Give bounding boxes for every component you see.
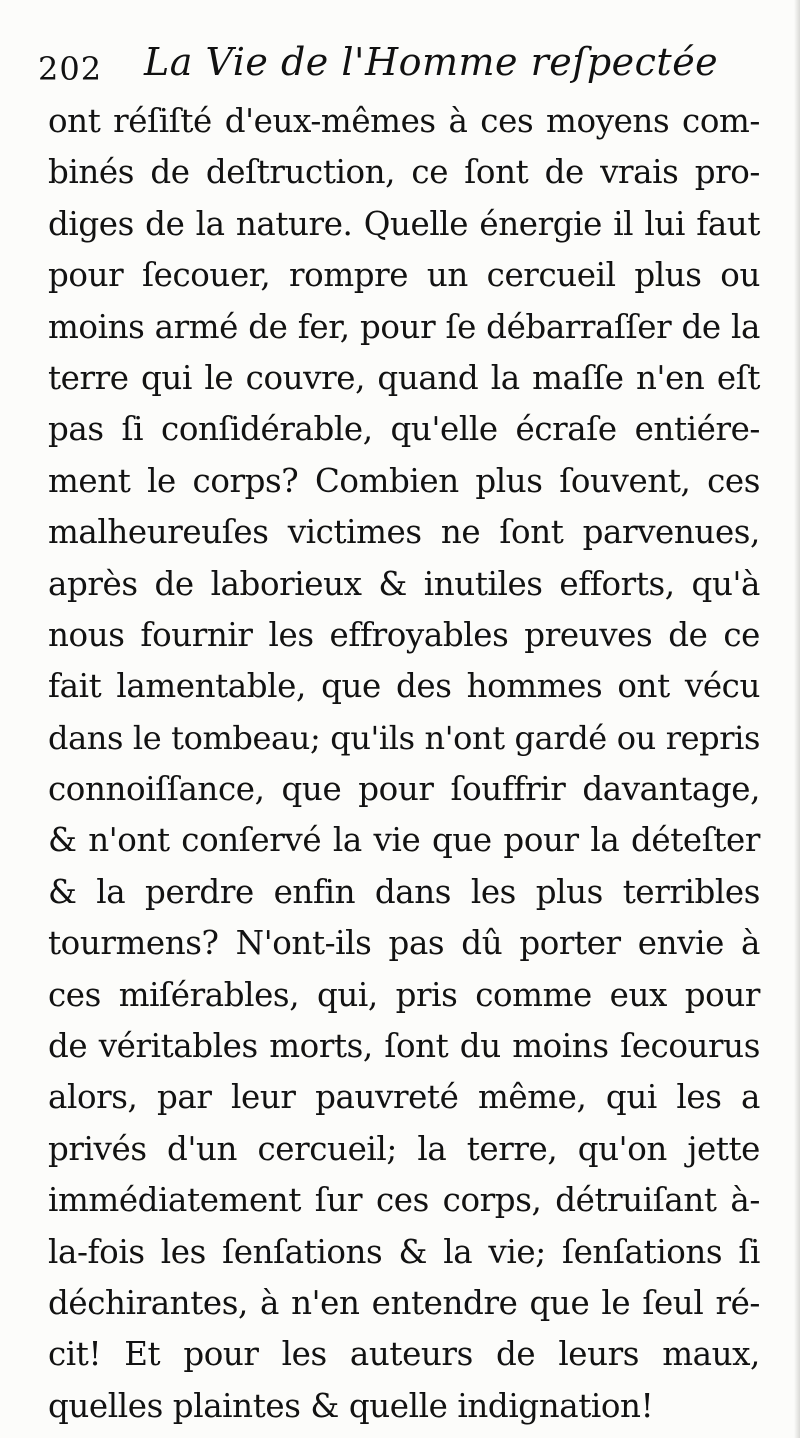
text-line: diges de la nature. Quelle énergie il lui faut bbox=[48, 204, 760, 243]
text-line: dans le tombeau; qu'ils n'ont gardé ou repris bbox=[48, 718, 760, 757]
page-number: 202 bbox=[38, 50, 103, 88]
text-line: pour ſecouer, rompre un cercueil plus ou bbox=[48, 256, 760, 295]
text-line: immédiatement ſur ces corps, détruiſant à- bbox=[48, 1181, 760, 1220]
text-line: pas ſi conſidérable, qu'elle écraſe entiére- bbox=[48, 410, 760, 449]
body-text bbox=[48, 96, 760, 1432]
text-line: connoiſſance, que pour ſouffrir davantage, bbox=[48, 770, 760, 809]
running-title: La Vie de l'Homme reſpectée bbox=[144, 40, 719, 84]
text-line: cit! Et pour les auteurs de leurs maux, bbox=[48, 1335, 760, 1374]
text-line: déchirantes, à n'en entendre que le ſeul ré- bbox=[48, 1283, 760, 1322]
text-line: & n'ont conſervé la vie que pour la déteſter bbox=[48, 821, 760, 860]
text-line: ment le corps? Combien plus ſouvent, ces bbox=[48, 461, 760, 500]
text-line: privés d'un cercueil; la terre, qu'on jette bbox=[48, 1129, 760, 1168]
text-line: tourmens? N'ont-ils pas dû porter envie à bbox=[48, 924, 760, 963]
text-line: malheureuſes victimes ne ſont parvenues, bbox=[48, 513, 760, 552]
text-line: la-fois les ſenſations & la vie; ſenſations ſi bbox=[48, 1232, 760, 1271]
text-line: alors, par leur pauvreté même, qui les a bbox=[48, 1078, 760, 1117]
text-line: après de laborieux & inutiles efforts, qu'à bbox=[48, 564, 760, 603]
text-line: de véritables morts, ſont du moins ſecourus bbox=[48, 1027, 760, 1066]
text-line: & la perdre enfin dans les plus terribles bbox=[48, 872, 760, 911]
text-line: terre qui le couvre, quand la maſſe n'en eſt bbox=[48, 358, 760, 397]
text-line: fait lamentable, que des hommes ont vécu bbox=[48, 667, 760, 706]
text-line: ont réſiſté d'eux-mêmes à ces moyens com- bbox=[48, 102, 760, 140]
text-line: ces miſérables, qui, pris comme eux pour bbox=[48, 975, 760, 1014]
page-edge-shadow bbox=[794, 0, 800, 1438]
text-line: binés de deſtruction, ce ſont de vrais pro- bbox=[48, 153, 760, 192]
text-line: quelles plaintes & quelle indignation! bbox=[48, 1386, 654, 1425]
text-line: nous fournir les effroyables preuves de ce bbox=[48, 615, 760, 654]
text-line: moins armé de fer, pour ſe débarraſſer de la bbox=[48, 307, 760, 346]
